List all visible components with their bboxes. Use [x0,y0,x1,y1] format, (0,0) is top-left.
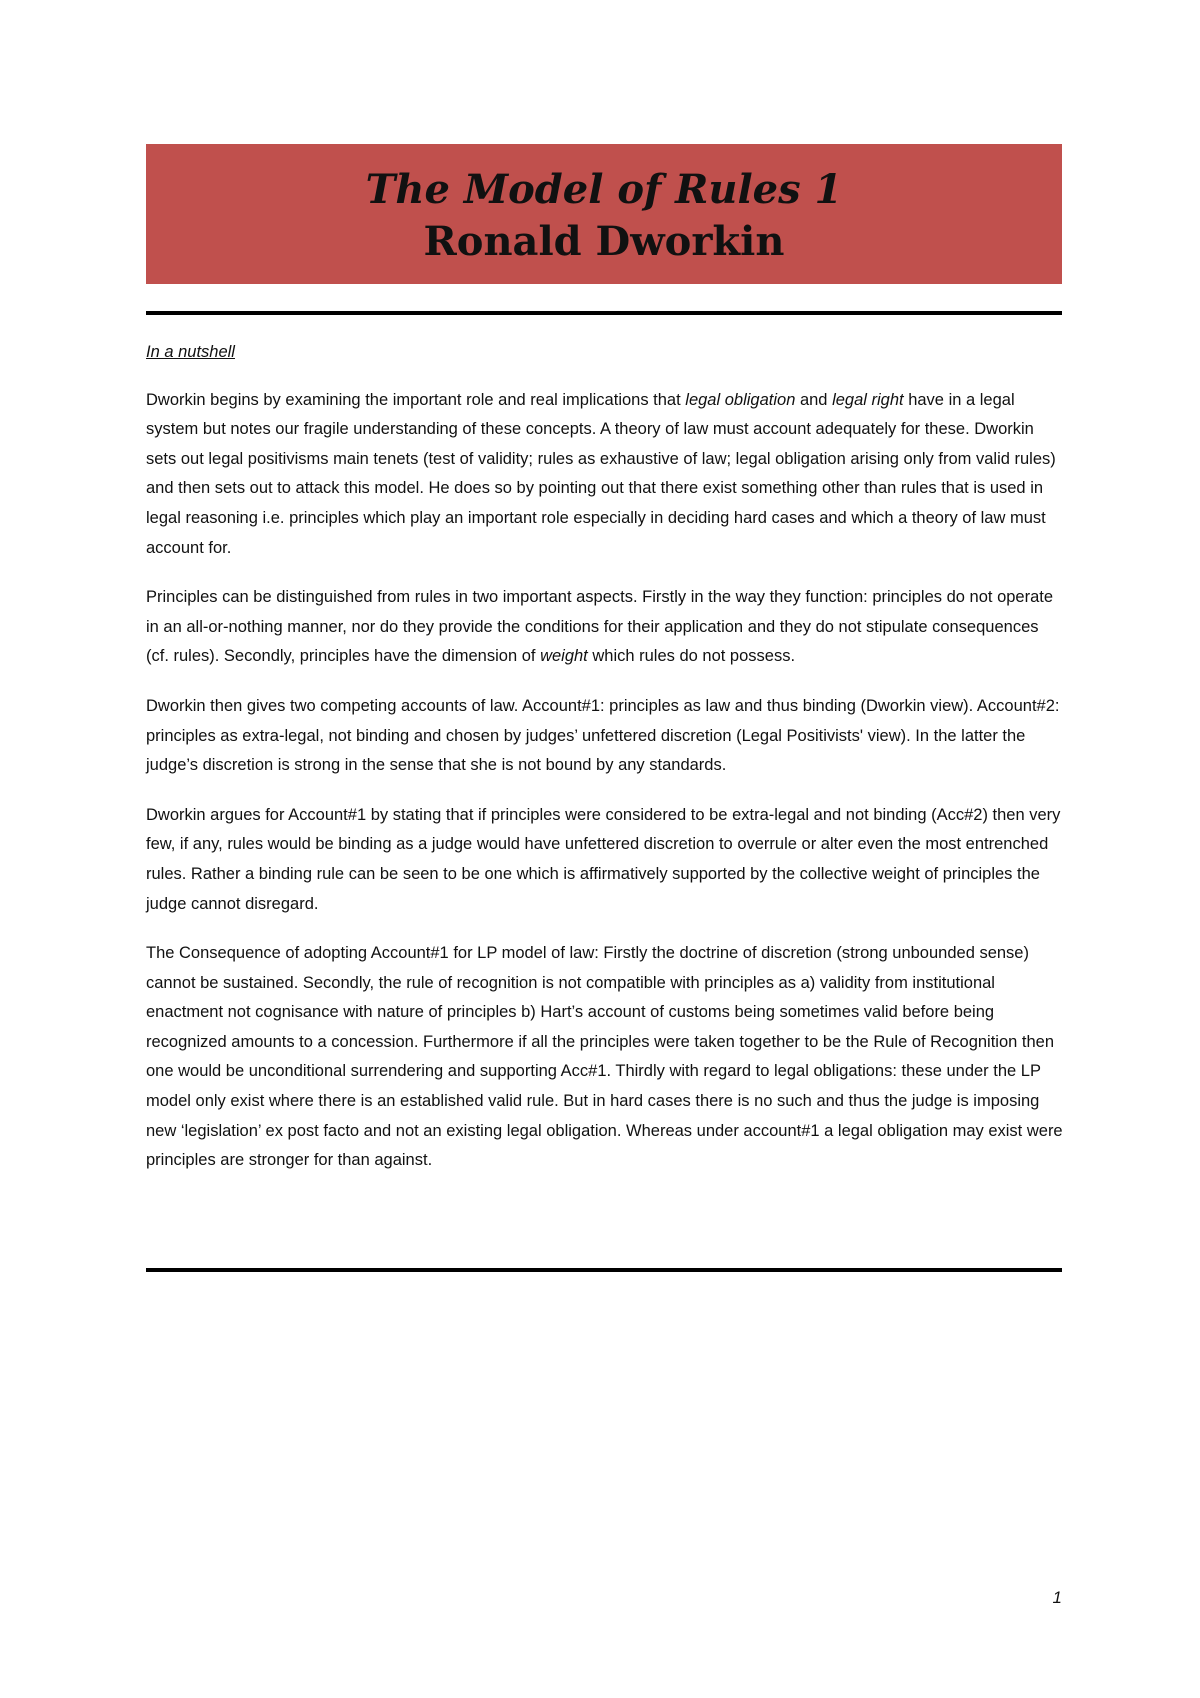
paragraph-intro [146,386,1064,564]
page-number: 1 [1052,1588,1062,1607]
paragraph-text: Principles can be distinguished from rules in two important aspects. Firstly in the way they function: principles do not operate in an all-or-nothing manner, nor do they provide the conditions for their application and they do not stipulate consequences (cf. rules). Secondly, principles have the dimension of [146,588,1054,666]
paragraph-principles [146,583,1064,672]
emphasis-text: legal right [832,390,904,409]
title-banner [146,144,1062,284]
document-title: The Model of Rules 1 [365,166,843,213]
top-divider [146,311,1062,315]
paragraph-text: have in a legal system but notes our fragile understanding of these concepts. A theory of law must account adequately for these. Dworkin sets out legal positivisms main tenets (test of validity; rules as exhaustive of law; legal obligation arising only from valid rules) and then sets out to attack this model. He does so by pointing out that there exist something other than rules that is used in legal reasoning i.e. principles which play an important role especially in deciding hard cases and which a theory of law must account for. [146,390,1056,557]
document-author: Ronald Dworkin [423,218,785,265]
document-body [146,338,1064,1176]
paragraph-text: Dworkin begins by examining the important role and real implications that [146,390,686,409]
paragraph-text: and [795,390,833,409]
bottom-divider [146,1268,1062,1272]
paragraph-text: which rules do not possess. [587,647,796,666]
emphasis-text: weight [540,647,588,666]
paragraph-accounts: Dworkin then gives two competing accounts of law. Account#1: principles as law and thus binding (Dworkin view). Account#2: principles as extra-legal, not binding and chosen by judges’ unfettered discretion (Legal Positivists' view). In the latter the judge’s discretion is strong in the sense that she is not bound by any standards. [146,696,1060,775]
paragraph-argument: Dworkin argues for Account#1 by stating that if principles were considered to be extra-legal and not binding (Acc#2) then very few, if any, rules would be binding as a judge would have unfettered discretion to overrule or alter even the most entrenched rules. Rather a binding rule can be seen to be one which is affirmatively supported by the collective weight of principles the judge cannot disregard. [146,805,1061,913]
section-heading: In a nutshell [146,343,235,361]
emphasis-text: legal obligation [685,390,796,409]
paragraph-consequence: The Consequence of adopting Account#1 for LP model of law: Firstly the doctrine of discretion (strong unbounded sense) cannot be sustained. Secondly, the rule of recognition is not compatible with principles as a) validity from institutional enactment not cognisance with nature of principles b) Hart’s account of customs being sometimes valid before being recognized amounts to a concession. Furthermore if all the principles were taken together to be the Rule of Recognition then one would be unconditional surrendering and supporting Acc#1. Thirdly with regard to legal obligations: these under the LP model only exist where there is an established valid rule. But in hard cases there is no such and thus the judge is imposing new ‘legislation’ ex post facto and not an existing legal obligation. Whereas under account#1 a legal obligation may exist were principles are stronger for than against. [146,944,1063,1170]
